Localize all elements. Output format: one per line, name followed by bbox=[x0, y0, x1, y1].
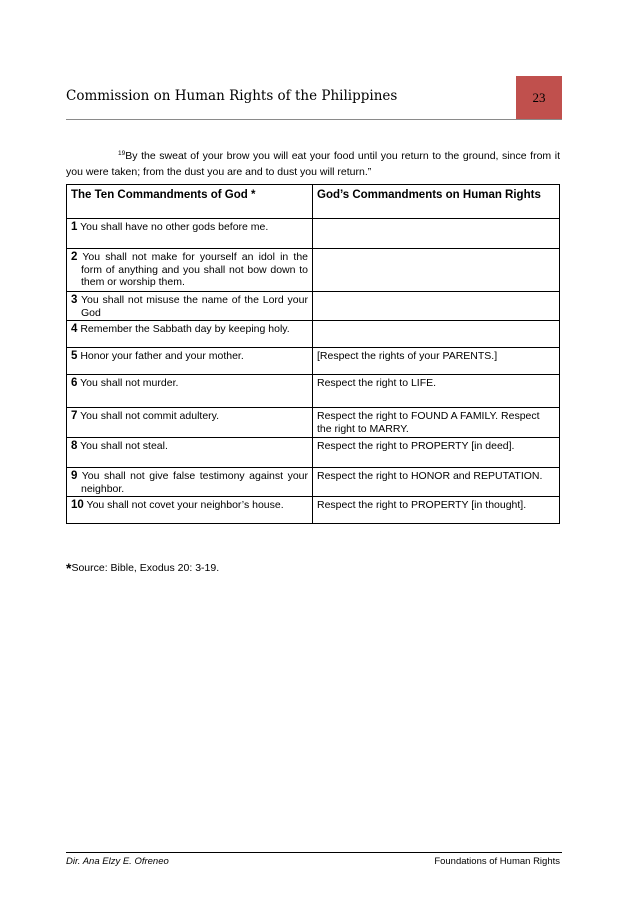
commandment-number: 9 bbox=[71, 470, 78, 482]
human-right-text: Respect the right to PROPERTY [in thought]. bbox=[317, 499, 527, 511]
commandment-number: 7 bbox=[71, 410, 78, 422]
commandment-text: You shall not steal. bbox=[80, 440, 168, 452]
table-row bbox=[67, 497, 560, 524]
human-right-cell: Respect the right to PROPERTY [in deed]. bbox=[313, 438, 560, 468]
human-right-cell: Respect the right to FOUND A FAMILY. Respect the right to MARRY. bbox=[313, 408, 560, 438]
column-header-commandments: The Ten Commandments of God * bbox=[67, 185, 313, 219]
commandment-cell bbox=[67, 408, 313, 438]
commandment-cell bbox=[67, 375, 313, 408]
commandments-table bbox=[66, 184, 560, 524]
commandment-text: You shall not give false testimony against your neighbor. bbox=[81, 470, 308, 495]
table-row bbox=[67, 219, 560, 249]
human-right-cell: Respect the right to LIFE. bbox=[313, 375, 560, 408]
human-right-cell bbox=[313, 321, 560, 348]
table-row bbox=[67, 321, 560, 348]
commandment-cell bbox=[67, 497, 313, 524]
commandment-text: You shall not misuse the name of the Lord your God bbox=[81, 294, 308, 319]
commandment-text: You shall not murder. bbox=[80, 377, 179, 389]
commandment-text: You shall not make for yourself an idol in the form of anything and you shall not bow down to them or worship them. bbox=[81, 251, 308, 288]
footer-course-title: Foundations of Human Rights bbox=[434, 856, 560, 867]
commandment-number: 2 bbox=[71, 251, 78, 263]
commandment-cell bbox=[67, 249, 313, 292]
commandment-number: 4 bbox=[71, 323, 78, 335]
commandment-cell bbox=[67, 292, 313, 321]
column-header-human-rights: God’s Commandments on Human Rights bbox=[313, 185, 560, 219]
human-right-cell bbox=[313, 292, 560, 321]
header-divider bbox=[66, 119, 562, 120]
footer-divider bbox=[66, 852, 562, 853]
commandment-cell bbox=[67, 348, 313, 375]
commandment-text: You shall not covet your neighbor’s house. bbox=[86, 499, 284, 511]
human-right-cell bbox=[313, 219, 560, 249]
commandment-number: 10 bbox=[71, 499, 84, 511]
commandment-number: 5 bbox=[71, 350, 78, 362]
commandment-cell bbox=[67, 219, 313, 249]
commandment-text: You shall not commit adultery. bbox=[80, 410, 220, 422]
commandment-cell bbox=[67, 438, 313, 468]
commandment-text: Remember the Sabbath day by keeping holy. bbox=[80, 323, 290, 335]
human-right-cell bbox=[313, 249, 560, 292]
human-right-cell bbox=[313, 468, 560, 497]
footer-author: Dir. Ana Elzy E. Ofreneo bbox=[66, 856, 169, 867]
table-row bbox=[67, 438, 560, 468]
commandment-cell bbox=[67, 468, 313, 497]
human-right-cell bbox=[313, 497, 560, 524]
table-row bbox=[67, 468, 560, 497]
commandment-text: Honor your father and your mother. bbox=[80, 350, 244, 362]
human-right-cell: [Respect the rights of your PARENTS.] bbox=[313, 348, 560, 375]
commandment-cell bbox=[67, 321, 313, 348]
verse-text: By the sweat of your brow you will eat your food until you return to the ground, since from it you were taken; from the dust you are and to dust you will return.” bbox=[66, 150, 560, 178]
commandment-number: 6 bbox=[71, 377, 78, 389]
commandment-number: 8 bbox=[71, 440, 78, 452]
verse-number: 19 bbox=[118, 150, 126, 157]
table-row bbox=[67, 408, 560, 438]
asterisk: * bbox=[66, 560, 72, 576]
table-row bbox=[67, 375, 560, 408]
page-number-badge: 23 bbox=[516, 76, 562, 119]
commandment-number: 1 bbox=[71, 221, 78, 233]
source-text: Source: Bible, Exodus 20: 3-19. bbox=[71, 562, 220, 574]
header-title: Commission on Human Rights of the Philippines bbox=[66, 88, 398, 104]
table-row bbox=[67, 348, 560, 375]
source-note bbox=[66, 560, 219, 576]
commandment-number: 3 bbox=[71, 294, 78, 306]
commandment-text: You shall have no other gods before me. bbox=[80, 221, 269, 233]
human-right-text: Respect the right to HONOR and REPUTATION. bbox=[317, 470, 543, 482]
table-row bbox=[67, 249, 560, 292]
bible-verse bbox=[66, 146, 560, 180]
table-row bbox=[67, 292, 560, 321]
table-header-row bbox=[67, 185, 560, 219]
